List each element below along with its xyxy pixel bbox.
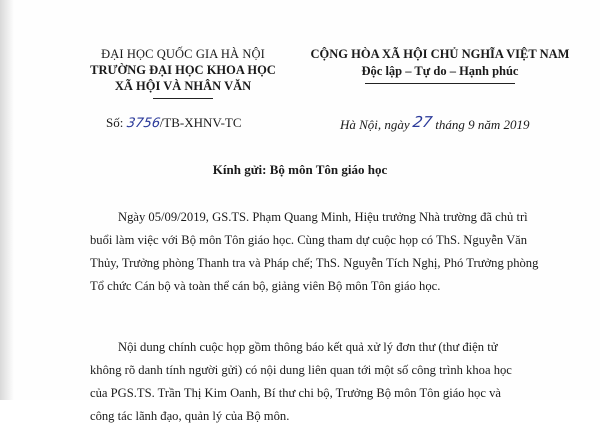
body-paragraph-2 <box>90 336 552 428</box>
date-suffix: tháng 9 năm 2019 <box>432 117 530 132</box>
document-number-suffix: /TB-XHNV-TC <box>159 115 242 130</box>
date-prefix: Hà Nội, ngày <box>340 117 413 132</box>
school-name-line1: TRƯỜNG ĐẠI HỌC KHOA HỌC <box>90 63 276 77</box>
body-paragraph-1 <box>90 206 552 298</box>
issuing-organization-header <box>88 46 278 99</box>
date-line <box>340 115 530 133</box>
paragraph-line: Tổ chức Cán bộ và toàn thể cán bộ, giảng viên Bộ môn Tôn giáo học. <box>90 279 441 293</box>
paragraph-line: Ngày 05/09/2019, GS.TS. Phạm Quang Minh, Hiệu trưởng Nhà trường đã chủ trì <box>118 210 528 224</box>
paragraph-line: Nội dung chính cuộc họp gồm thông báo kết quả xử lý đơn thư (thư điện tử <box>118 340 498 354</box>
paragraph-line: buổi làm việc với Bộ môn Tôn giáo học. Cùng tham dự cuộc họp có ThS. Nguyễn Văn <box>90 233 528 247</box>
document-number <box>106 115 242 131</box>
header-left-divider <box>153 98 213 99</box>
document-number-prefix: Số: <box>106 115 127 130</box>
national-motto-header <box>300 46 580 84</box>
header-right-divider <box>365 83 515 84</box>
national-motto: Độc lập – Tự do – Hạnh phúc <box>361 64 519 78</box>
paragraph-line: Thủy, Trưởng phòng Thanh tra và Pháp chế; ThS. Nguyễn Tích Nghị, Phó Trưởng phòng <box>90 256 539 270</box>
university-name: ĐẠI HỌC QUỐC GIA HÀ NỘI <box>101 47 265 61</box>
handwritten-number: 3756 <box>125 116 161 131</box>
addressee-line: Kính gửi: Bộ môn Tôn giáo học <box>212 162 388 177</box>
paragraph-line: không rõ danh tính người gửi) có nội dung liên quan tới một số công trình khoa học <box>90 363 512 377</box>
paragraph-line: công tác lãnh đạo, quản lý của Bộ môn. <box>90 409 290 423</box>
handwritten-day: 27 <box>411 113 434 131</box>
school-name-line2: XÃ HỘI VÀ NHÂN VĂN <box>114 79 252 93</box>
country-name: CỘNG HÒA XÃ HỘI CHỦ NGHĨA VIỆT NAM <box>310 47 570 61</box>
paragraph-line: của PGS.TS. Trần Thị Kim Oanh, Bí thư chi bộ, Trưởng Bộ môn Tôn giáo học và <box>90 386 501 400</box>
